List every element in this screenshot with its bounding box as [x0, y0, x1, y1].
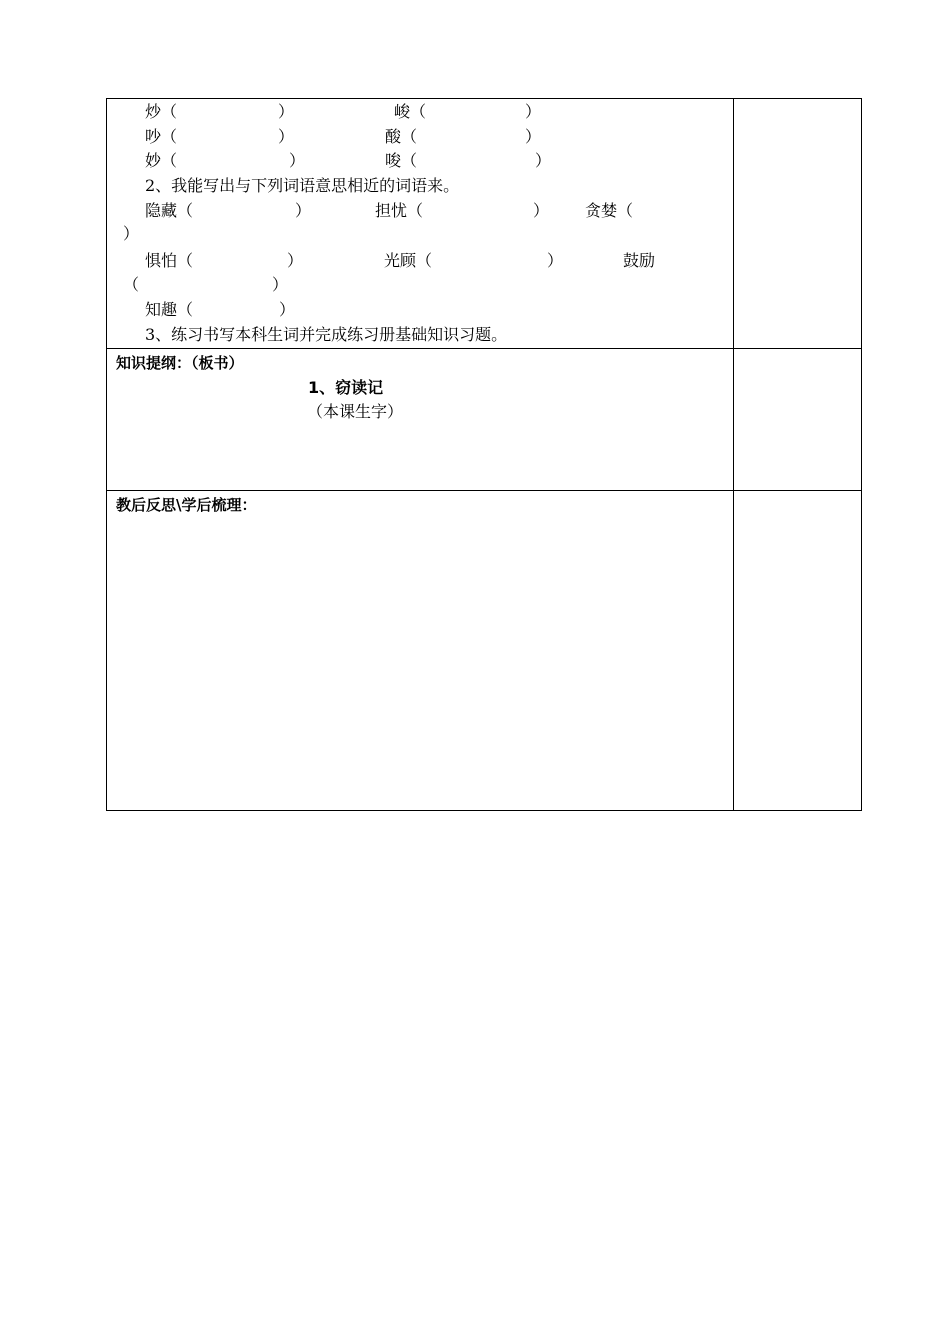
word-guanggu-close: ） — [547, 251, 564, 270]
lesson-table — [106, 98, 862, 811]
char-suan-open: 酸（ — [385, 127, 418, 146]
word-yincang-close: ） — [295, 201, 312, 220]
reflection-row — [106, 490, 862, 811]
side-column-divider — [733, 349, 734, 490]
board-title: 1、窃读记 — [308, 378, 384, 397]
char-suan-close: ） — [525, 127, 542, 146]
word-jupa-open: 惧怕（ — [145, 251, 194, 270]
char-chao2-open: 吵（ — [145, 127, 178, 146]
word-danyou-close: ） — [533, 201, 550, 220]
char-chao-open: 炒（ — [145, 102, 178, 121]
outline-label: 知识提纲：（板书） — [116, 354, 244, 372]
word-danyou-open: 担忧（ — [375, 201, 424, 220]
word-guli-close: ） — [272, 275, 289, 294]
word-zhiqu-close: ） — [279, 300, 296, 319]
word-guli: 鼓励 — [623, 251, 656, 270]
char-miao-open: 妙（ — [145, 151, 178, 170]
board-subtitle: （本课生字） — [307, 402, 404, 421]
reflection-label: 教后反思\学后梳理： — [116, 496, 257, 514]
side-column-divider — [733, 491, 734, 810]
outline-row — [106, 348, 862, 491]
word-zhiqu-open: 知趣（ — [145, 300, 194, 319]
word-tanlan-close: ） — [123, 224, 140, 243]
question-2: 2、我能写出与下列词语意思相近的词语来。 — [145, 176, 460, 195]
side-column-divider — [733, 99, 734, 348]
word-yincang-open: 隐藏（ — [145, 201, 194, 220]
char-suo-open: 唆（ — [385, 151, 418, 170]
char-chao2-close: ） — [278, 127, 295, 146]
question-3: 3、练习书写本科生词并完成练习册基础知识习题。 — [145, 325, 508, 344]
word-guanggu-open: 光顾（ — [384, 251, 433, 270]
word-jupa-close: ） — [287, 251, 304, 270]
word-tanlan-open: 贪婪（ — [585, 201, 634, 220]
char-miao-close: ） — [289, 151, 306, 170]
exercise-row — [106, 98, 862, 349]
char-chao-close: ） — [278, 102, 295, 121]
char-jun-close: ） — [525, 102, 542, 121]
word-guli-open: （ — [123, 275, 140, 294]
char-suo-close: ） — [535, 151, 552, 170]
char-jun-open: 峻（ — [394, 102, 427, 121]
